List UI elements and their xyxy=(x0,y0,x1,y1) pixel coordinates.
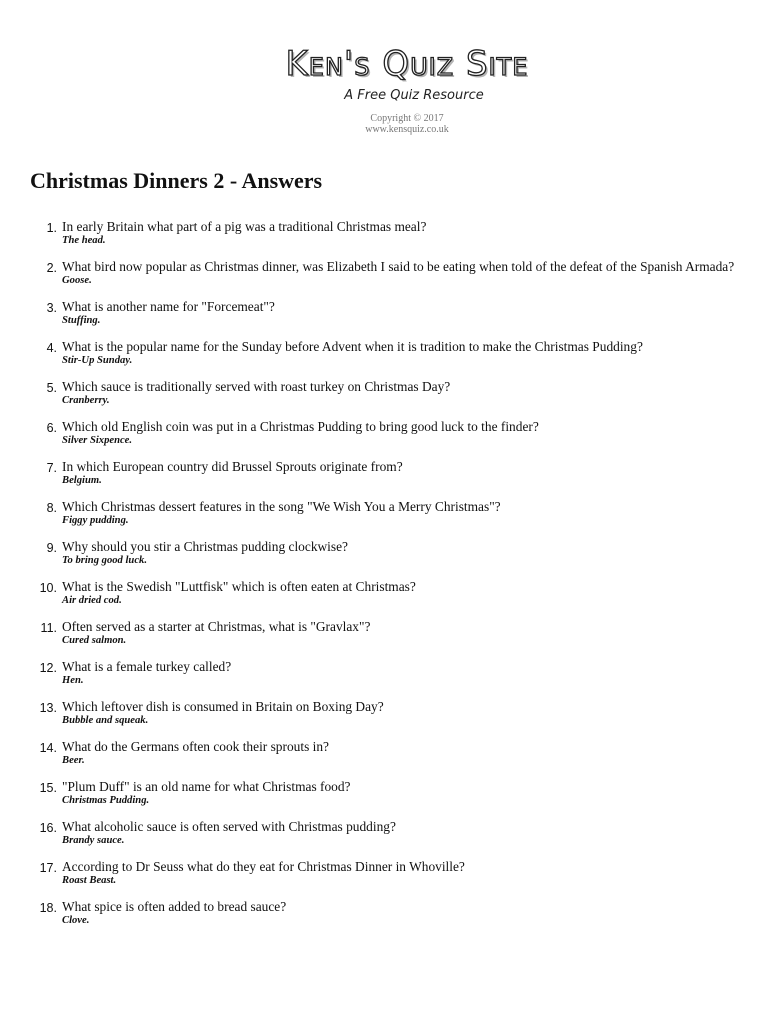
question-number: 11. xyxy=(40,621,57,635)
answer-text: To bring good luck. xyxy=(62,555,147,566)
question-text: What do the Germans often cook their sprouts in? xyxy=(62,739,329,754)
answer-text: The head. xyxy=(62,235,106,246)
question-number: 5. xyxy=(46,381,57,395)
question-number: 6. xyxy=(46,421,57,435)
question-number: 1. xyxy=(46,221,57,235)
question-text: What alcoholic sauce is often served with Christmas pudding? xyxy=(62,819,396,834)
question-number: 13. xyxy=(39,701,57,715)
question-item xyxy=(0,539,770,567)
question-item xyxy=(0,899,770,927)
copyright-block xyxy=(0,113,770,135)
question-list xyxy=(0,219,770,939)
answer-text: Beer. xyxy=(62,755,85,766)
site-tagline: A Free Quiz Resource xyxy=(344,88,484,103)
page-title: Christmas Dinners 2 - Answers xyxy=(30,168,323,193)
answer-text: Bubble and squeak. xyxy=(62,715,149,726)
question-item xyxy=(0,619,770,647)
question-item xyxy=(0,739,770,767)
question-text: Which Christmas dessert features in the song "We Wish You a Merry Christmas"? xyxy=(62,499,501,514)
question-item xyxy=(0,379,770,407)
question-item xyxy=(0,699,770,727)
question-item xyxy=(0,299,770,327)
question-text: According to Dr Seuss what do they eat for Christmas Dinner in Whoville? xyxy=(62,859,465,874)
question-text: Which sauce is traditionally served with roast turkey on Christmas Day? xyxy=(62,379,451,394)
question-text: What is the popular name for the Sunday before Advent when it is tradition to make the Christmas Pudding? xyxy=(62,339,643,354)
question-number: 4. xyxy=(46,341,57,355)
answer-text: Cranberry. xyxy=(62,395,110,406)
question-item xyxy=(0,779,770,807)
answer-text: Figgy pudding. xyxy=(62,515,129,526)
question-number: 15. xyxy=(39,781,57,795)
question-item xyxy=(0,859,770,887)
question-text: "Plum Duff" is an old name for what Christmas food? xyxy=(62,779,351,794)
question-number: 2. xyxy=(46,261,57,275)
question-item xyxy=(0,499,770,527)
question-text: What spice is often added to bread sauce? xyxy=(62,899,287,914)
question-number: 7. xyxy=(46,461,57,475)
website-url: www.kensquiz.co.uk xyxy=(365,124,449,135)
question-text: Which leftover dish is consumed in Britain on Boxing Day? xyxy=(62,699,384,714)
answer-text: Silver Sixpence. xyxy=(62,435,133,446)
answer-text: Cured salmon. xyxy=(62,635,127,646)
answer-text: Christmas Pudding. xyxy=(62,795,150,806)
question-text: What is another name for "Forcemeat"? xyxy=(62,299,275,314)
question-item xyxy=(0,459,770,487)
copyright-text: Copyright © 2017 xyxy=(370,113,444,124)
question-text: What is a female turkey called? xyxy=(62,659,232,674)
question-number: 14. xyxy=(39,741,57,755)
question-number: 17. xyxy=(39,861,57,875)
question-item xyxy=(0,579,770,607)
site-header xyxy=(0,44,770,135)
question-number: 8. xyxy=(46,501,57,515)
question-item xyxy=(0,219,770,247)
question-number: 12. xyxy=(39,661,57,675)
question-text: What is the Swedish "Luttfisk" which is often eaten at Christmas? xyxy=(62,579,416,594)
answer-text: Brandy sauce. xyxy=(62,835,125,846)
question-text: Which old English coin was put in a Christmas Pudding to bring good luck to the finder? xyxy=(62,419,539,434)
answer-text: Hen. xyxy=(62,675,84,686)
question-number: 16. xyxy=(39,821,57,835)
question-item xyxy=(0,819,770,847)
question-number: 18. xyxy=(39,901,57,915)
answer-text: Clove. xyxy=(62,915,90,926)
answer-text: Stuffing. xyxy=(62,315,101,326)
question-text: What bird now popular as Christmas dinner, was Elizabeth I said to be eating when told of the defeat of the Spanish Armada? xyxy=(62,259,735,274)
question-text: Why should you stir a Christmas pudding clockwise? xyxy=(62,539,349,554)
answer-text: Goose. xyxy=(62,275,92,286)
question-text: In early Britain what part of a pig was a traditional Christmas meal? xyxy=(62,219,427,234)
question-text: Often served as a starter at Christmas, what is "Gravlax"? xyxy=(62,619,371,634)
question-item xyxy=(0,659,770,687)
question-item xyxy=(0,339,770,367)
question-number: 10. xyxy=(39,581,57,595)
question-text: In which European country did Brussel Sprouts originate from? xyxy=(62,459,403,474)
answer-text: Air dried cod. xyxy=(62,595,122,606)
answer-text: Stir-Up Sunday. xyxy=(62,355,133,366)
site-logo-title: Ken's Quiz Site xyxy=(285,44,529,84)
answer-text: Roast Beast. xyxy=(62,875,117,886)
question-item xyxy=(0,419,770,447)
question-item xyxy=(0,259,770,287)
question-number: 3. xyxy=(46,301,57,315)
answer-text: Belgium. xyxy=(62,475,102,486)
question-number: 9. xyxy=(46,541,57,555)
